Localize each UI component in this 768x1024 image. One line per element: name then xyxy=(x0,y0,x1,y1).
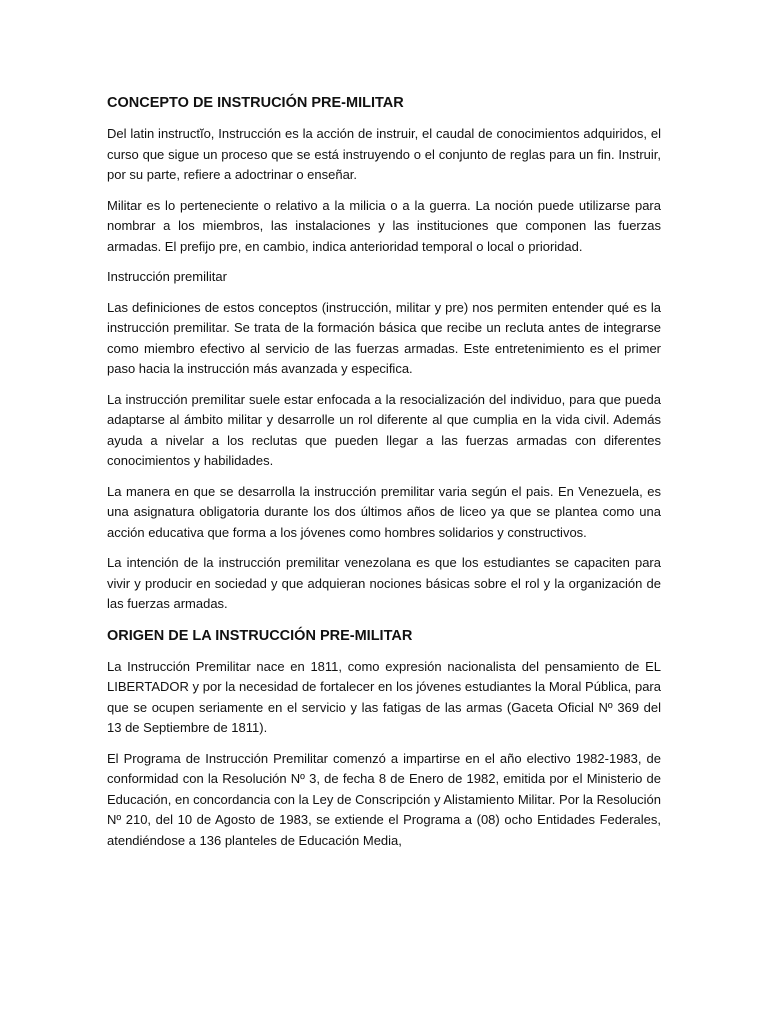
heading-concepto: CONCEPTO DE INSTRUCIÓN PRE-MILITAR xyxy=(107,95,404,111)
paragraph-latin-definition: Del latin instructĭo, Instrucción es la acción de instruir, el caudal de conocimientos adquiridos, el curso que sigue un proceso que se está instruyendo o el conjunto de reglas para un fin. Instruir, por su parte, refiere a adoctrinar o enseñar. xyxy=(107,126,661,182)
paragraph-venezuela: La manera en que se desarrolla la instrucción premilitar varia según el pais. En Venezuela, es una asignatura obligatoria durante los dos últimos años de liceo ya que se plantea como una acción educativa que forma a los jóvenes como hombres solidarios y constructivos. xyxy=(107,483,661,540)
heading-origen: ORIGEN DE LA INSTRUCCIÓN PRE-MILITAR xyxy=(107,627,413,644)
paragraph-intencion: La intención de la instrucción premilitar venezolana es que los estudiantes se capaciten para vivir y producir en sociedad y que adquieran nociones básicas sobre el rol y la organización de las fuerzas armadas. xyxy=(107,555,661,611)
paragraph-resocializacion: La instrucción premilitar suele estar enfocada a la resocialización del individuo, para que pueda adaptarse al ámbito militar y desarrolle un rol diferente al que cumplia en la vida civil. Además ayuda a nivelar a los reclutas que pueden llegar a las fuerzas armadas con diferentes conocimientos y habilidades. xyxy=(107,391,661,468)
paragraph-origen-1811: La Instrucción Premilitar nace en 1811, como expresión nacionalista del pensamiento de EL LIBERTADOR y por la necesidad de fortalecer en los jóvenes estudiantes la Moral Pública, para que se ocupen seriamente en el servicio y las fatigas de las armas (Gaceta Oficial Nº 369 del 13 de Septiembre de 1811). xyxy=(107,658,661,735)
subheading-instruccion-premilitar: Instrucción premilitar xyxy=(107,269,227,284)
paragraph-programa-1982: El Programa de Instrucción Premilitar comenzó a impartirse en el año electivo 1982-1983, de conformidad con la Resolución Nº 3, de fecha 8 de Enero de 1982, emitida por el Ministerio de Educación, en concordancia con la Ley de Conscripción y Alistamiento Militar. Por la Resolución Nº 210, del 10 de Agosto de 1983, se extiende el Programa a (08) ocho Entidades Federales, atendiéndose a 136 planteles de Educación Media, xyxy=(107,750,661,848)
paragraph-definiciones: Las definiciones de estos conceptos (instrucción, militar y pre) nos permiten entender qué es la instrucción premilitar. Se trata de la formación básica que recibe un recluta antes de integrarse como miembro efectivo al servicio de las fuerzas armadas. Este entretenimiento es el primer paso hacia la instrucción más avanzada y especifica. xyxy=(107,299,661,376)
paragraph-militar-definition: Militar es lo perteneciente o relativo a la milicia o a la guerra. La noción puede utilizarse para nombrar a los miembros, las instalaciones y las instituciones que componen las fuerzas armadas. El prefijo pre, en cambio, indica anterioridad temporal o local o prioridad. xyxy=(107,197,661,254)
document-page xyxy=(107,92,661,861)
